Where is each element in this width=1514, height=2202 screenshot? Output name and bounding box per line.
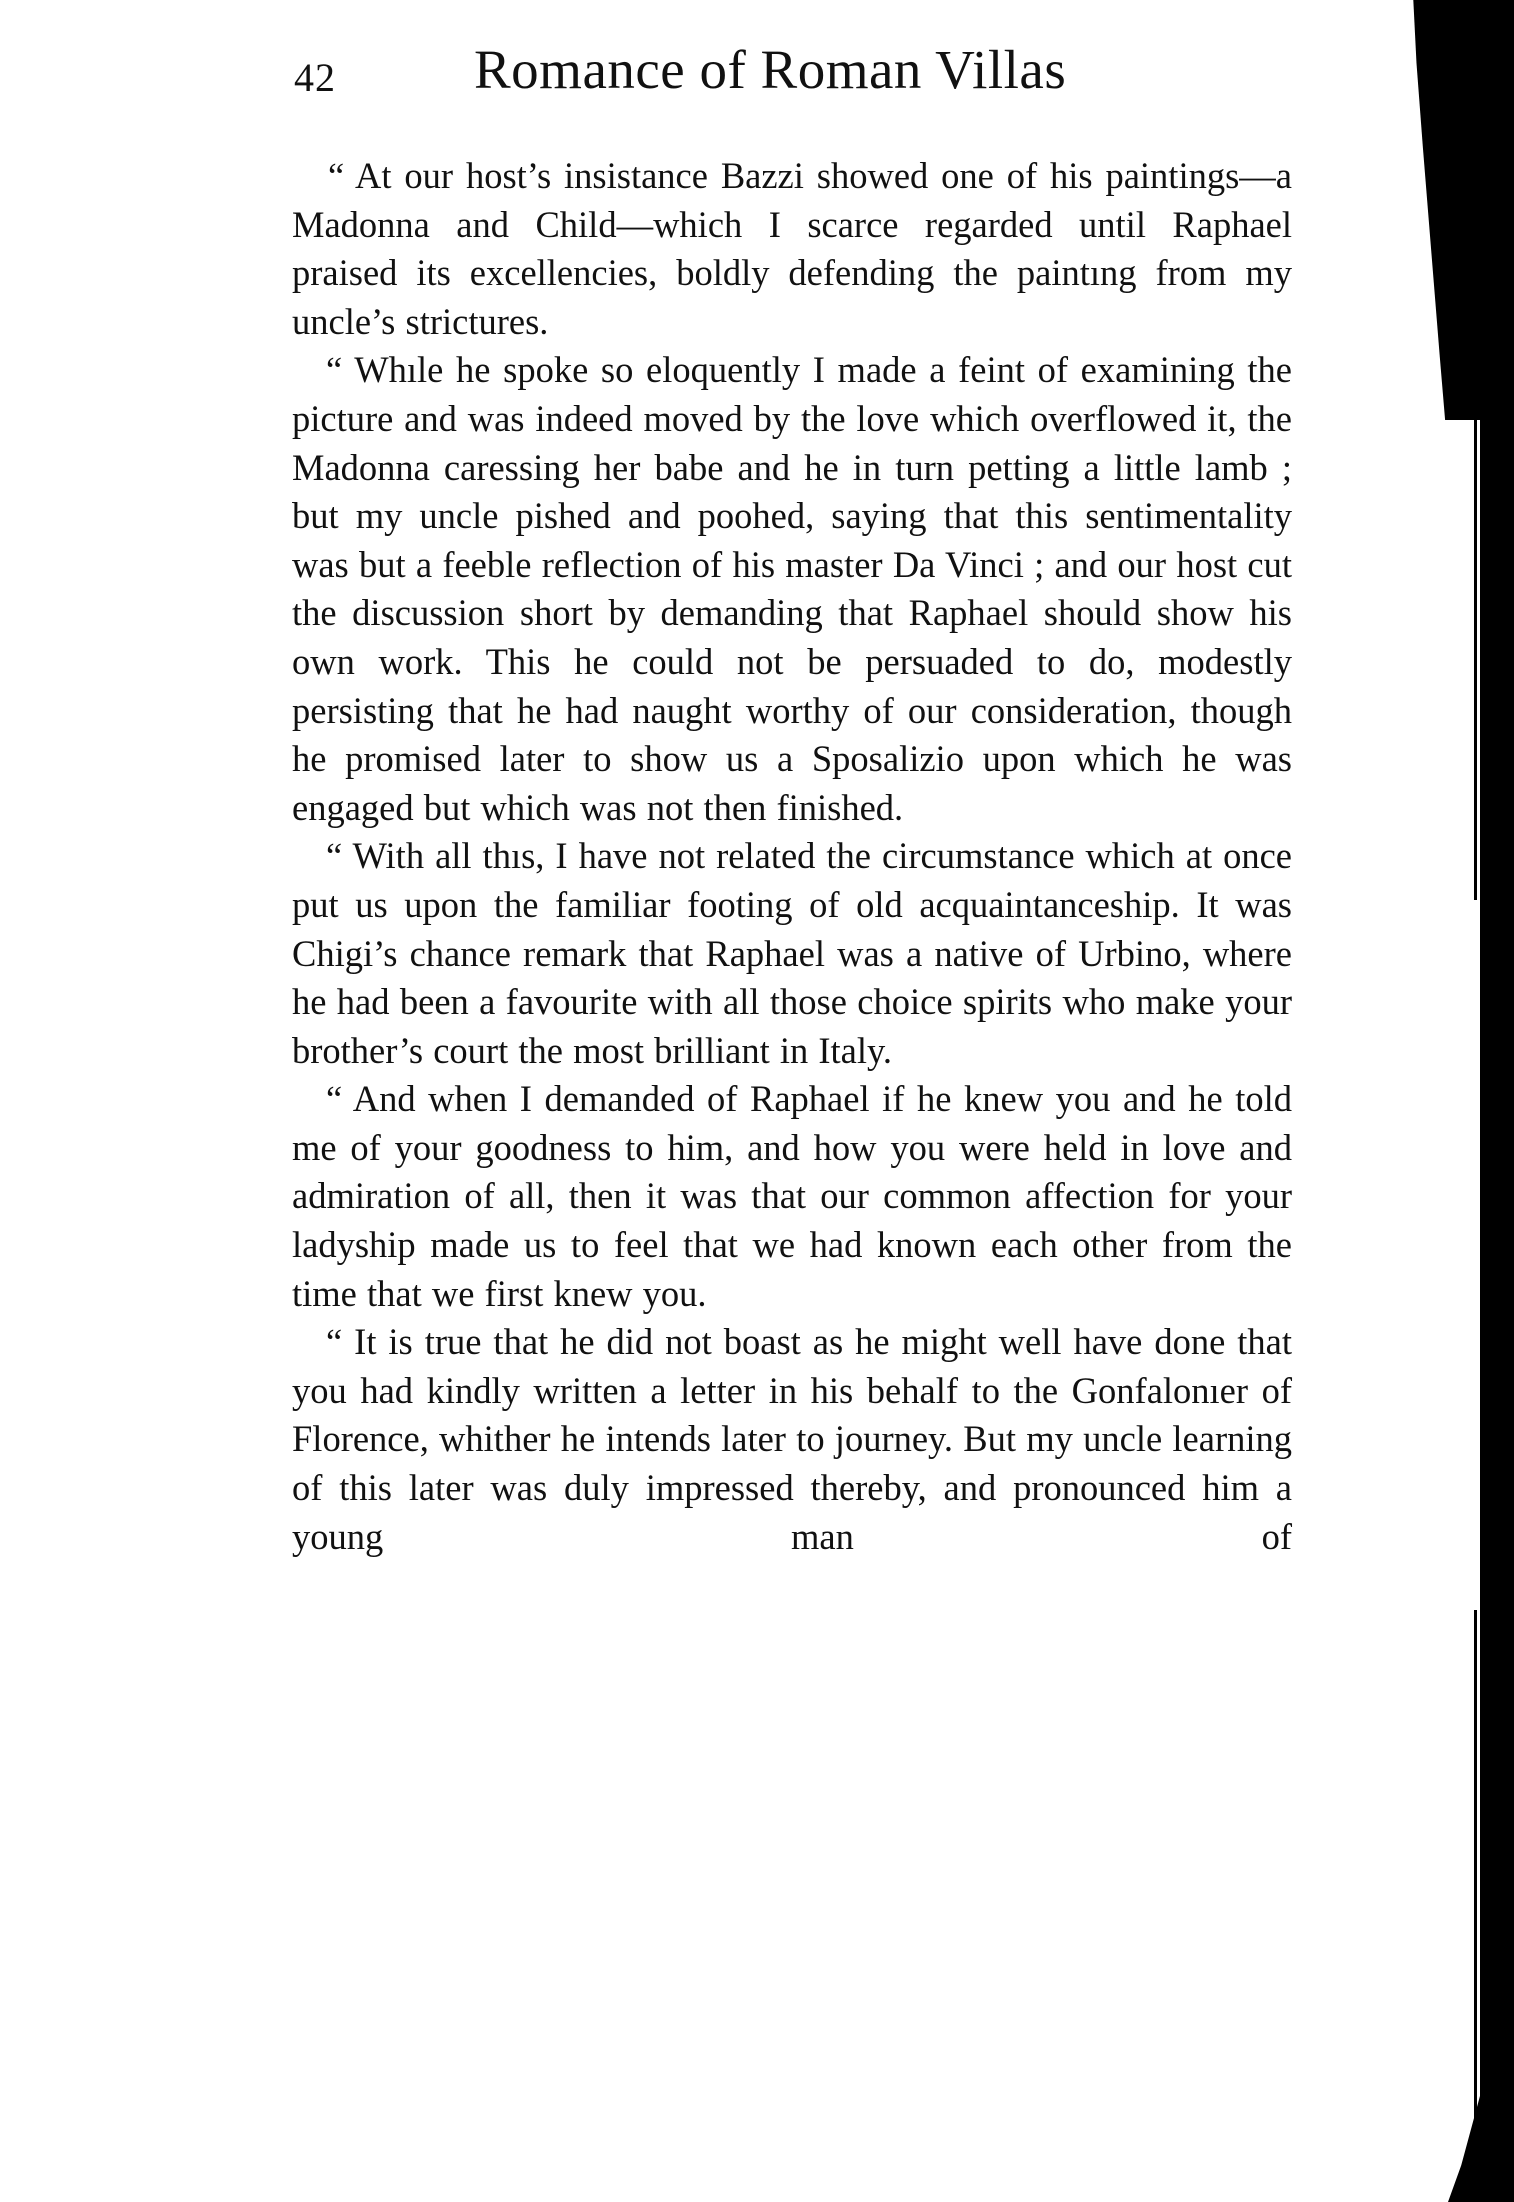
scan-edge-line <box>1482 920 1485 1100</box>
scan-edge-corner <box>1448 2080 1514 2202</box>
book-title: Romance of Roman Villas <box>474 39 1067 100</box>
paragraph: “ It is true that he did not boast as he might well have done that you had kindly written a letter in his behalf to the Gonfalonıer of Florence, whither he intends later to journey. But my uncle learning of this later was duly impressed thereby, and pronounced him a young man of <box>292 1321 1292 1557</box>
paragraph: “ Whıle he spoke so eloquently I made a feint of examining the picture and was indeed moved by the love which overflowed it, the Madonna caressing her babe and he in turn petting a little lamb ; but my uncle pished and poohed, saying that this sentimentality was but a feeble reflection of his master Da Vinci ; and our host cut the discussion short by demanding that Raphael should show his own work. This he could not be persuaded to do, modestly persisting that he had naught worthy of our consideration, though he promised later to show us a Sposalizio upon which he was engaged but which was not then finished. <box>292 349 1292 828</box>
scan-edge-shadow <box>1408 0 1514 420</box>
page-number: 42 <box>294 55 336 100</box>
paragraph: “ At our host’s insistance Bazzi showed one of his paintings—a Madonna and Child—which I scarce regarded until Raphael praised its excellencies, boldly defending the paintıng from my uncle’s strictures. <box>292 155 1292 342</box>
body-text <box>292 152 1292 1561</box>
scan-edge-line <box>1474 420 1477 900</box>
scan-edge-line <box>1482 1250 1485 1330</box>
paragraph: “ And when I demanded of Raphael if he knew you and he told me of your goodness to him, and how you were held in love and admiration of all, then it was that our common affection for your ladyship made us to feel that we had known each other from the time that we first knew you. <box>292 1078 1292 1314</box>
paragraph: “ With all thıs, I have not related the circumstance which at once put us upon the familiar footing of old acquaintanceship. It was Chigi’s chance remark that Raphael was a native of Urbino, where he had been a favourite with all those choice spirits who make your brother’s court the most brilliant in Italy. <box>292 835 1292 1071</box>
scan-edge-strip <box>1480 420 1514 2202</box>
running-head <box>290 38 1300 108</box>
